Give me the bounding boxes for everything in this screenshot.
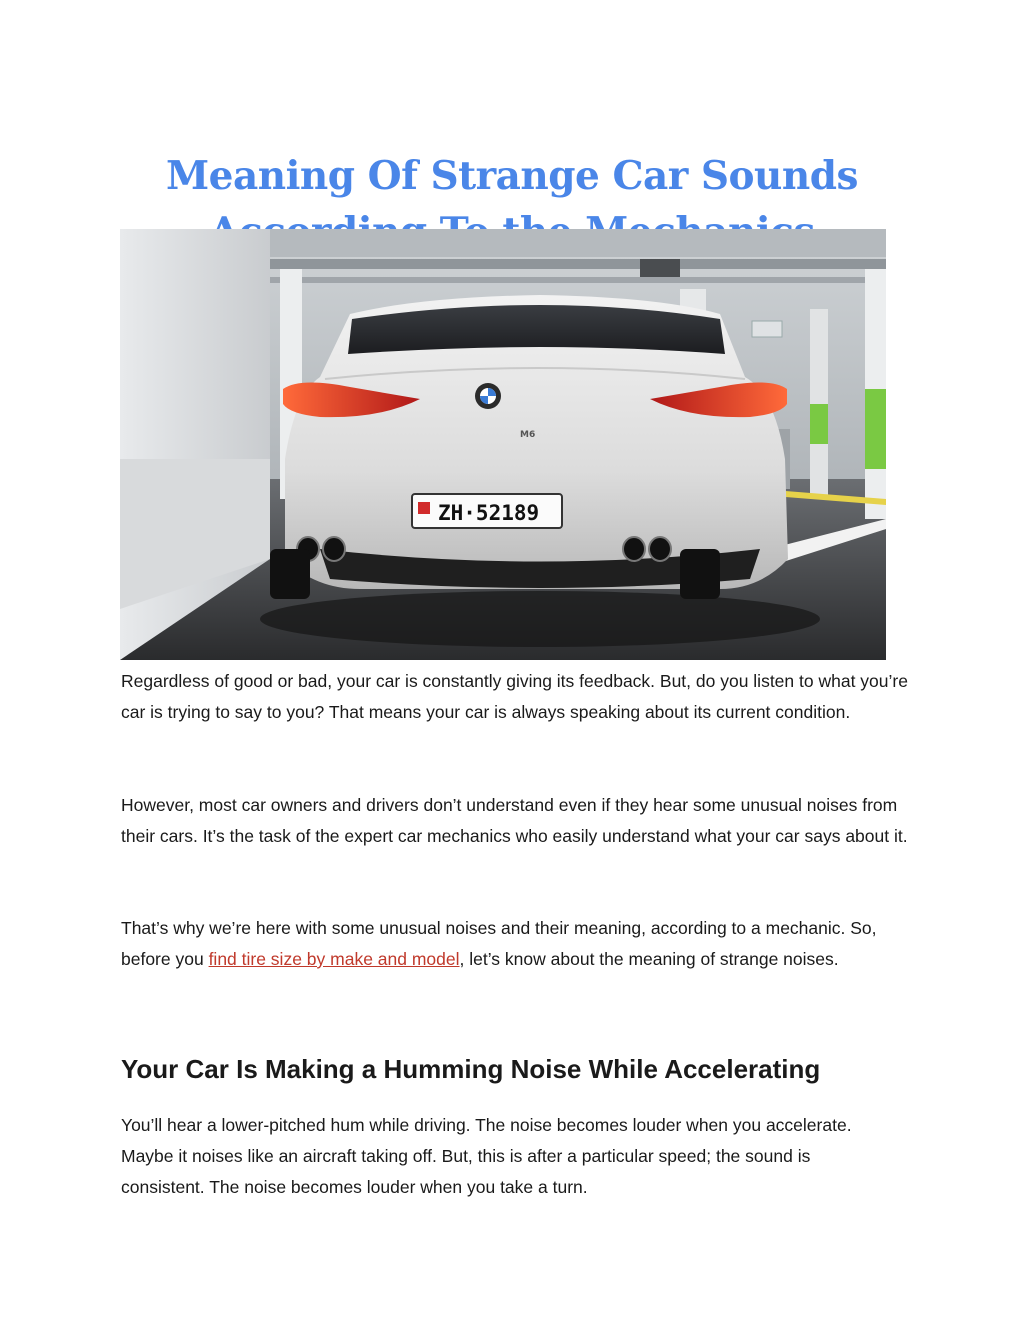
paragraph-intro: Regardless of good or bad, your car is constantly giving its feedback. But, do you listen to what you’re car is trying to say to you? That means your car is always speaking about its current condition. <box>121 671 908 722</box>
paragraph-meaning-after: , let’s know about the meaning of strange noises. <box>459 949 839 969</box>
tire-size-link[interactable]: find tire size by make and model <box>208 949 460 969</box>
paragraph-meaning <box>121 913 896 975</box>
model-badge: M6 <box>520 430 536 440</box>
paragraph-owners: However, most car owners and drivers don’t understand even if they hear some unusual noises from their cars. It’s the task of the expert car mechanics who easily understand what your car says about it. <box>121 795 908 846</box>
section-body: You’ll hear a lower-pitched hum while driving. The noise becomes louder when you accelerate. Maybe it noises like an aircraft taking off. But, this is after a particular speed; the sound is consistent. The noise becomes louder when you take a turn. <box>121 1115 852 1197</box>
paragraph-meaning-before: That’s why we’re here with some unusual noises and their meaning, according to a mechanic. So, before you <box>121 918 877 969</box>
title-line-1: Meaning Of Strange Car Sounds <box>165 153 858 200</box>
section-heading: Your Car Is Making a Humming Noise While Accelerating <box>121 1054 821 1084</box>
hero-image <box>120 229 886 660</box>
license-plate-text: ZH·52189 <box>438 501 540 525</box>
